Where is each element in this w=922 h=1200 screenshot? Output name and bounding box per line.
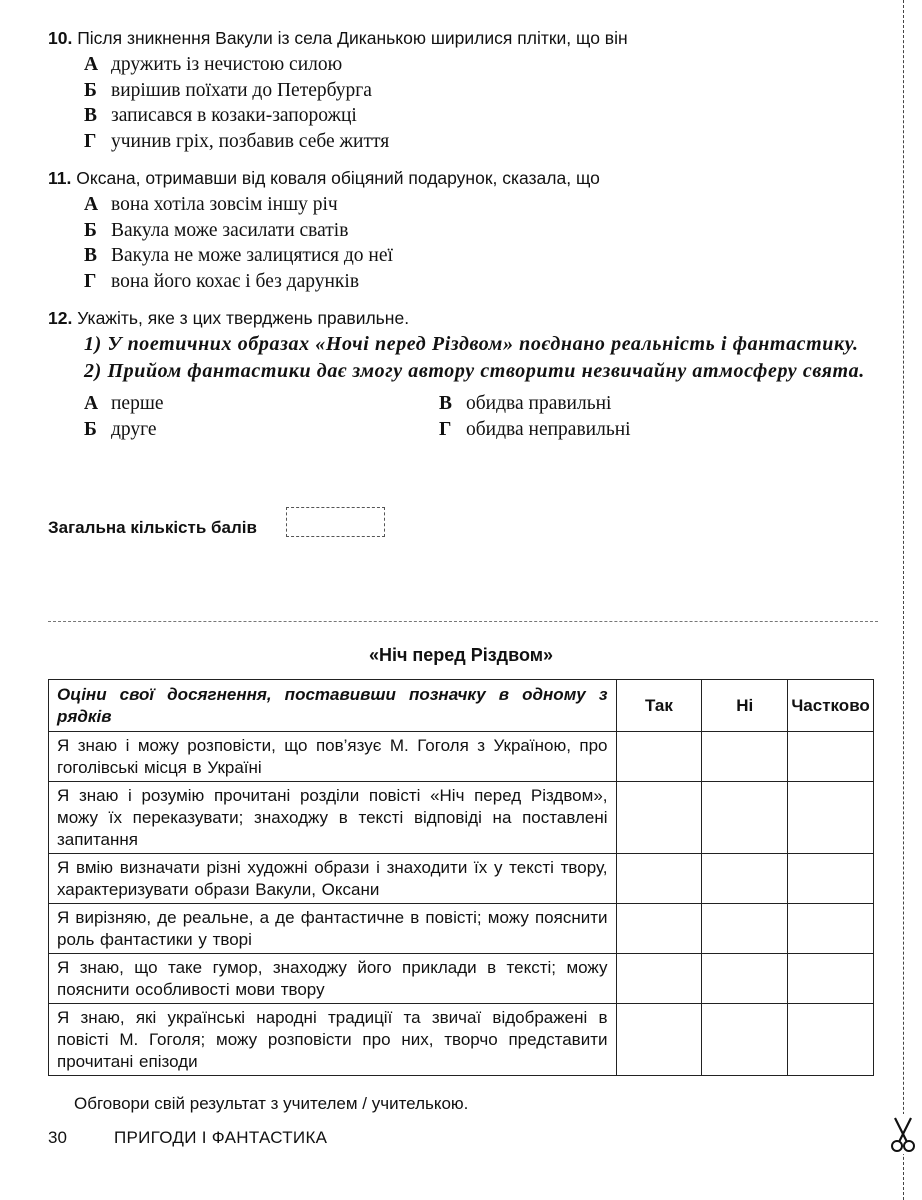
option-text: вона його кохає і без дарунків [111,270,360,292]
table-caption: Оціни свої досягнення, поставивши позначку в одному з рядків [49,680,617,732]
table-row [49,854,874,904]
answer-option-b[interactable] [48,218,878,244]
mark-cell-partially[interactable] [788,782,874,854]
option-letter: Г [84,130,97,152]
answer-option-v[interactable] [48,103,878,129]
option-text: дружить із нечистою силою [111,54,343,75]
option-text: вона хотіла зовсім іншу річ [111,194,338,215]
mark-cell-no[interactable] [702,854,788,904]
mark-cell-yes[interactable] [616,732,702,782]
question-12 [48,307,878,442]
mark-cell-partially[interactable] [788,954,874,1004]
row-statement: Я знаю і розумію прочитані розділи повісті «Ніч перед Різдвом», можу їх переказувати; знаходжу в тексті відповіді на поставлені запитання [49,782,617,854]
mark-cell-no[interactable] [702,732,788,782]
option-letter: В [439,393,453,414]
table-row [49,954,874,1004]
scissors-icon [889,1114,917,1154]
mark-cell-no[interactable] [702,782,788,854]
table-row [49,1004,874,1076]
total-score-box[interactable] [286,507,385,537]
mark-cell-no[interactable] [702,1004,788,1076]
option-letter: А [84,54,99,75]
answer-option-v[interactable] [48,243,878,269]
option-letter: Б [84,79,97,101]
option-letter: В [84,245,98,266]
question-12-stem [48,307,878,329]
option-text: записався в козаки-запорожці [111,105,357,126]
question-11 [48,167,878,294]
option-letter: В [84,105,98,126]
mark-cell-partially[interactable] [788,1004,874,1076]
question-number: 10. [48,28,73,48]
mark-cell-yes[interactable] [616,782,702,854]
answer-option-a[interactable] [48,192,878,218]
option-text: друге [111,418,157,440]
answer-option-v[interactable] [439,391,859,417]
option-letter: Б [84,219,97,241]
question-text: Укажіть, яке з цих тверджень правильне. [77,308,410,328]
mark-cell-partially[interactable] [788,732,874,782]
option-text: учинив гріх, позбавив себе життя [111,130,390,152]
answer-option-b[interactable] [48,78,878,104]
total-score-label: Загальна кількість балів [48,518,257,537]
cut-line [48,621,878,622]
table-header-row [49,680,874,732]
mark-cell-partially[interactable] [788,904,874,954]
statement-2: 2) Прийом фантастики дає змогу автору створити незвичайну атмосферу свята. [84,360,865,382]
column-header-no: Ні [702,680,788,732]
option-letter: Г [439,418,452,440]
table-row [49,782,874,854]
column-header-yes: Так [616,680,702,732]
table-row [49,732,874,782]
option-text: обидва правильні [466,393,612,414]
mark-cell-yes[interactable] [616,854,702,904]
row-statement: Я знаю, що таке гумор, знаходжу його приклади в тексті; можу пояснити особливості мови твору [49,954,617,1004]
answer-option-b[interactable] [84,417,439,443]
option-text: обидва неправильні [466,418,631,440]
option-letter: А [84,194,99,215]
table-row [49,904,874,954]
question-10 [48,27,878,154]
question-number: 12. [48,308,73,328]
option-text: Вакула може засилати сватів [111,219,349,241]
question-number: 11. [48,168,72,188]
mark-cell-yes[interactable] [616,904,702,954]
option-letter: Б [84,418,97,440]
mark-cell-partially[interactable] [788,854,874,904]
discussion-note: Обговори свій результат з учителем / учителькою. [74,1094,469,1113]
question-text: Після зникнення Вакули із села Диканькою ширилися плітки, що він [77,28,628,48]
section-title: «Ніч перед Різдвом» [368,645,554,665]
row-statement: Я знаю і можу розповісти, що пов’язує М. Гоголя з Україною, про гоголівські місця в Україні [49,732,617,782]
mark-cell-yes[interactable] [616,954,702,1004]
self-assessment-table [48,679,874,1076]
mark-cell-no[interactable] [702,954,788,1004]
statement-1: 1) У поетичних образах «Ночі перед Різдвом» поєднано реальність і фантастику. [84,333,859,355]
question-11-stem [48,167,878,189]
answer-option-a[interactable] [84,391,439,417]
running-title: ПРИГОДИ І ФАНТАСТИКА [114,1128,328,1147]
page-number: 30 [48,1128,67,1147]
row-statement: Я вирізняю, де реальне, а де фантастичне в повісті; можу пояснити роль фантастики у творі [49,904,617,954]
answer-option-h[interactable] [439,417,859,443]
answer-option-a[interactable] [48,52,878,78]
question-10-stem [48,27,878,49]
option-letter: А [84,393,99,414]
row-statement: Я вмію визначати різні художні образи і знаходити їх у тексті твору, характеризувати образи Вакули, Оксани [49,854,617,904]
answer-option-h[interactable] [48,129,878,155]
option-letter: Г [84,270,97,292]
mark-cell-yes[interactable] [616,1004,702,1076]
answer-options-grid [48,391,878,442]
answer-option-h[interactable] [48,269,878,295]
mark-cell-no[interactable] [702,904,788,954]
question-text: Оксана, отримавши від коваля обіцяний подарунок, сказала, що [76,168,600,188]
cut-border-vertical [903,0,904,1200]
column-header-partially: Частково [788,680,874,732]
option-text: перше [111,393,164,414]
option-text: вирішив поїхати до Петербурга [111,79,372,101]
option-text: Вакула не може залицятися до неї [111,245,393,266]
row-statement: Я знаю, які українські народні традиції та звичаї відображені в повісті М. Гоголя; можу розповісти про них, творчо представити прочитані епізоди [49,1004,617,1076]
